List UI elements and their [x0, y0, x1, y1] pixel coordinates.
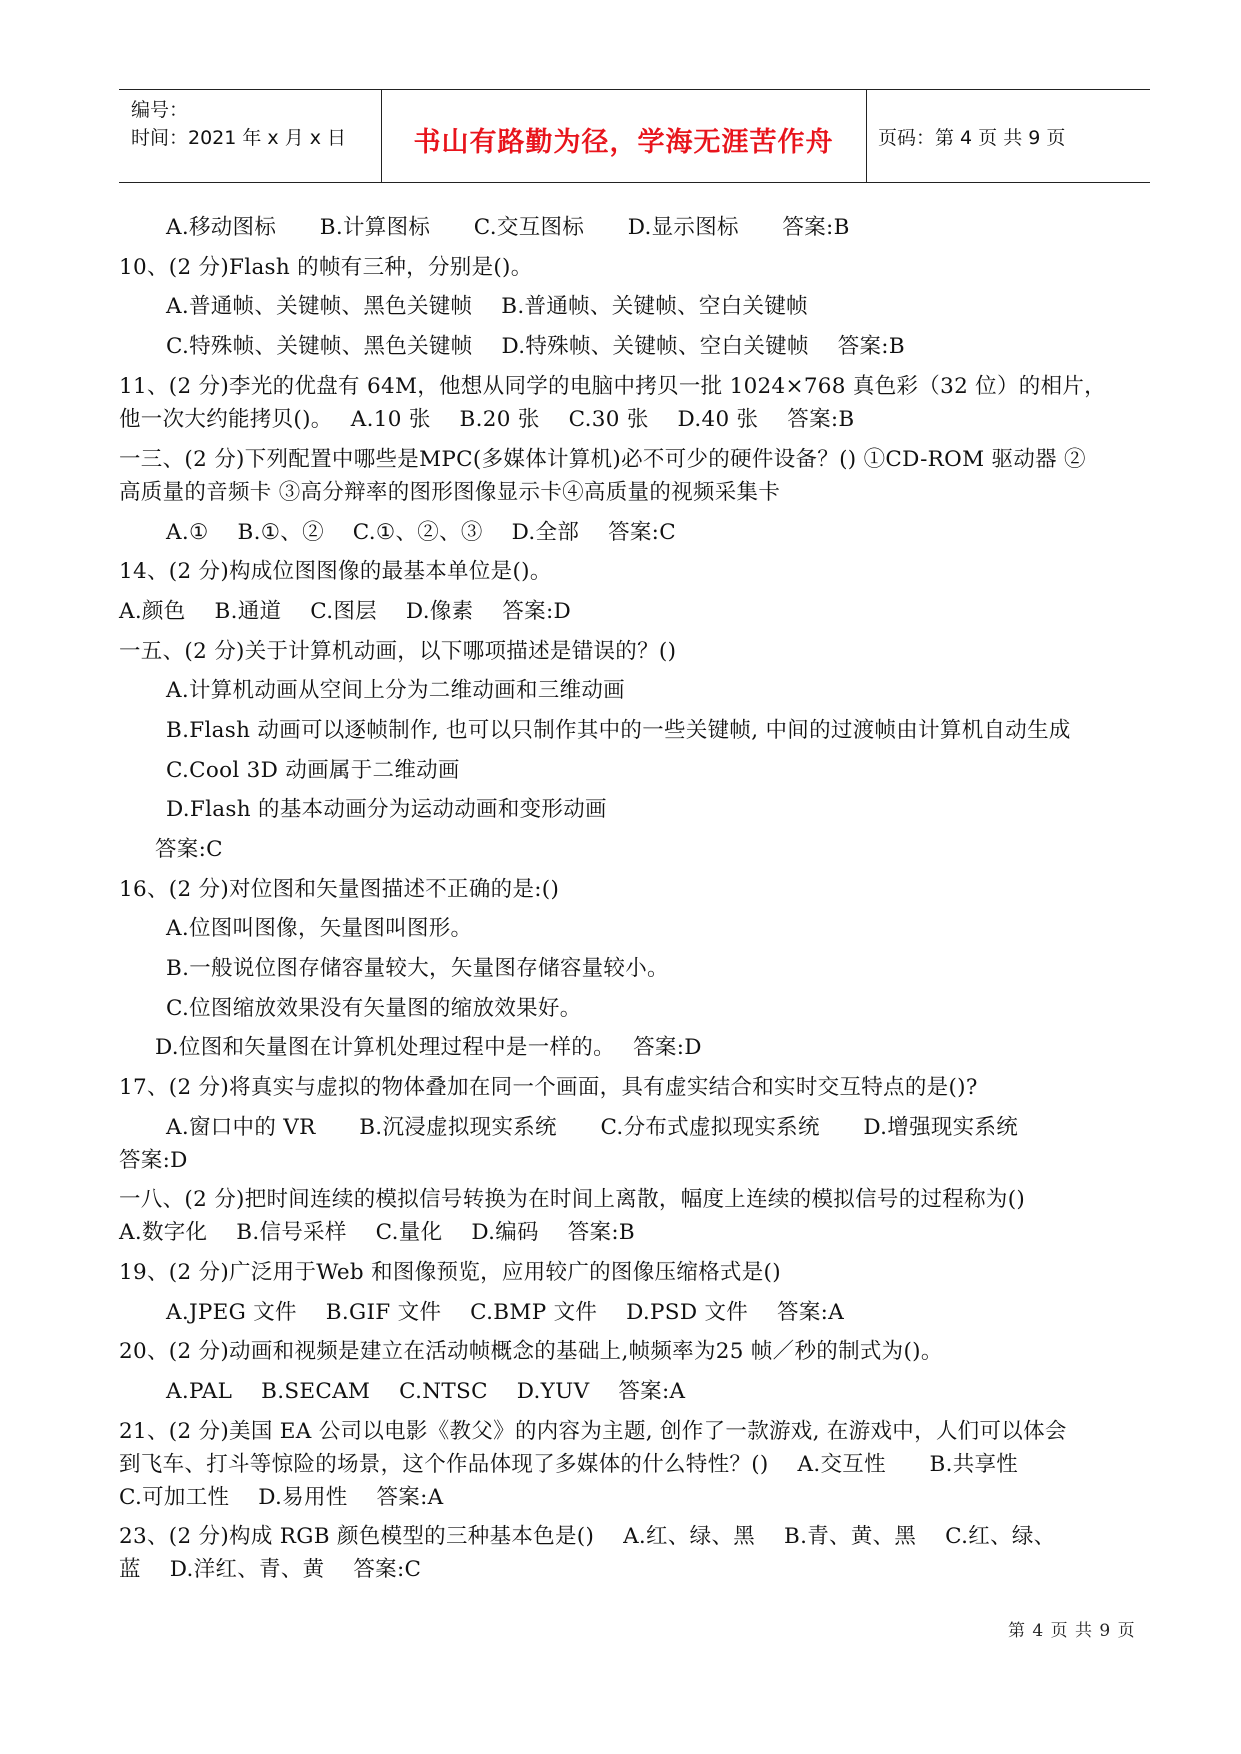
header-left-cell — [119, 90, 382, 182]
question-line: 23、(2 分)构成 RGB 颜色模型的三种基本色是() A.红、绿、黑 B.青、黄、黑 C.红、绿、 — [119, 1524, 1056, 1549]
question-line: 10、(2 分)Flash 的帧有三种，分别是()。 — [119, 255, 533, 280]
question-line: 19、(2 分)广泛用于Web 和图像预览，应用较广的图像压缩格式是() — [119, 1260, 781, 1285]
option-line: A.① B.①、② C.①、②、③ D.全部 答案:C — [166, 520, 676, 545]
document-number-label: 编号： — [131, 99, 189, 121]
question-line: 到飞车、打斗等惊险的场景，这个作品体现了多媒体的什么特性？() A.交互性 B.共享性 — [119, 1452, 1019, 1477]
option-line: A.普通帧、关键帧、黑色关键帧 B.普通帧、关键帧、空白关键帧 — [166, 294, 808, 319]
option-line: C.位图缩放效果没有矢量图的缩放效果好。 — [166, 996, 582, 1021]
header-right-cell — [866, 90, 1150, 182]
question-line: 21、(2 分)美国 EA 公司以电影《教父》的内容为主题, 创作了一款游戏, 在游戏中，人们可以体会 — [119, 1419, 1067, 1444]
header-middle-cell — [381, 90, 867, 182]
option-line: 蓝 D.洋红、青、黄 答案:C — [119, 1557, 422, 1582]
question-line: 16、(2 分)对位图和矢量图描述不正确的是:() — [119, 877, 560, 902]
question-line: 20、(2 分)动画和视频是建立在活动帧概念的基础上,帧频率为25 帧／秒的制式为()。 — [119, 1339, 943, 1364]
option-line: A.JPEG 文件 B.GIF 文件 C.BMP 文件 D.PSD 文件 答案:A — [166, 1300, 845, 1325]
option-line: A.数字化 B.信号采样 C.量化 D.编码 答案:B — [119, 1220, 636, 1245]
text-line: A.移动图标 B.计算图标 C.交互图标 D.显示图标 答案:B — [166, 215, 850, 240]
option-line: A.计算机动画从空间上分为二维动画和三维动画 — [166, 678, 625, 703]
question-line: 一八、(2 分)把时间连续的模拟信号转换为在时间上离散，幅度上连续的模拟信号的过程称为() — [119, 1187, 1026, 1212]
option-line: B.一般说位图存储容量较大，矢量图存储容量较小。 — [166, 956, 669, 981]
page-footer: 第 4 页 共 9 页 — [1008, 1621, 1136, 1641]
question-line: 14、(2 分)构成位图图像的最基本单位是()。 — [119, 559, 552, 584]
question-line: 17、(2 分)将真实与虚拟的物体叠加在同一个画面，具有虚实结合和实时交互特点的是()? — [119, 1075, 978, 1100]
page-header — [119, 89, 1150, 183]
option-line: A.颜色 B.通道 C.图层 D.像素 答案:D — [119, 599, 572, 624]
option-line: A.位图叫图像，矢量图叫图形。 — [166, 916, 473, 941]
answer-line: 答案:C — [155, 837, 223, 862]
option-line: A.窗口中的 VR B.沉浸虚拟现实系统 C.分布式虚拟现实系统 D.增强现实系统 — [166, 1115, 1019, 1140]
question-line: 11、(2 分)李光的优盘有 64M，他想从同学的电脑中拷贝一批 1024×768 真色彩（32 位）的相片， — [119, 374, 1106, 399]
question-line: 他一次大约能拷贝()。 A.10 张 B.20 张 C.30 张 D.40 张 答案:B — [119, 407, 855, 432]
document-time-label: 时间：2021 年 x 月 x 日 — [131, 127, 347, 149]
answer-line: 答案:D — [119, 1148, 188, 1173]
header-page-label: 页码：第 4 页 共 9 页 — [878, 127, 1066, 149]
option-line: C.Cool 3D 动画属于二维动画 — [166, 758, 460, 783]
option-line: B.Flash 动画可以逐帧制作, 也可以只制作其中的一些关键帧, 中间的过渡帧由计算机自动生成 — [166, 718, 1071, 743]
option-line: C.特殊帧、关键帧、黑色关键帧 D.特殊帧、关键帧、空白关键帧 答案:B — [166, 334, 905, 359]
question-line: 高质量的音频卡 ③高分辩率的图形图像显示卡④高质量的视频采集卡 — [119, 480, 781, 505]
option-line: D.Flash 的基本动画分为运动动画和变形动画 — [166, 797, 607, 822]
question-line: 一五、(2 分)关于计算机动画，以下哪项描述是错误的？() — [119, 639, 677, 664]
option-line: C.可加工性 D.易用性 答案:A — [119, 1485, 444, 1510]
option-line: A.PAL B.SECAM C.NTSC D.YUV 答案:A — [166, 1379, 686, 1404]
header-motto: 书山有路勤为径，学海无涯苦作舟 — [413, 127, 834, 158]
question-line: 一三、(2 分)下列配置中哪些是MPC(多媒体计算机)必不可少的硬件设备？() ①CD-ROM 驱动器 ② — [119, 447, 1086, 472]
option-line: D.位图和矢量图在计算机处理过程中是一样的。 答案:D — [155, 1035, 702, 1060]
